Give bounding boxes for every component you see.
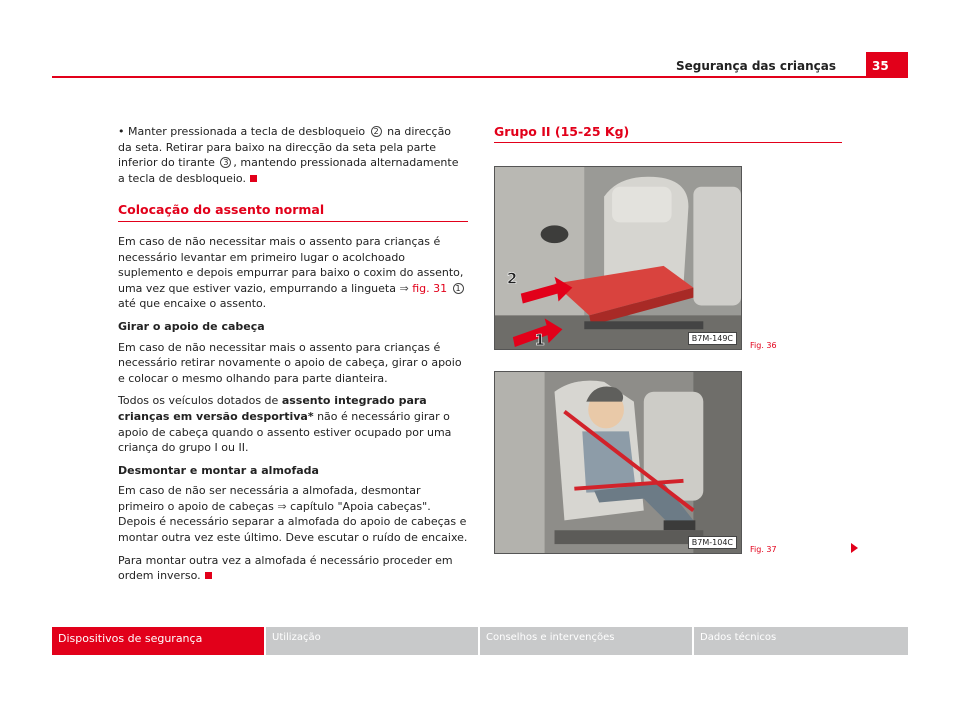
page-number: 35 [866, 52, 908, 78]
p4-text-2: capítulo "Apoia cabeças". Depois é necessário separar a almofada do apoio de cabeças e montar outra vez este último. Deve escutar o ruído de encaixe. [118, 499, 468, 545]
paragraph-refit [118, 553, 468, 584]
paragraph-normal-seat [118, 234, 468, 312]
intro-text-3: , mantendo pressionada alternadamente a tecla de desbloqueio. [118, 156, 459, 185]
section-title-normal-seat: Colocação do assento normal [118, 202, 468, 222]
p3-text-2: não é necessário girar o apoio de cabeça quando o assento estiver ocupado por uma criança do grupo I ou II. [118, 409, 452, 455]
end-mark-icon [250, 175, 257, 182]
figure-link[interactable]: fig. 31 [412, 281, 448, 295]
paragraph-cushion [118, 483, 468, 545]
section-title-group-2: Grupo II (15-25 Kg) [494, 124, 842, 143]
p3-text-1: Todos os veículos dotados de [118, 394, 279, 408]
figure-child-seated [494, 371, 742, 554]
callout-number-1: 1 [453, 283, 464, 294]
paragraph-sport-version [118, 393, 468, 455]
figure-seat-cushion [494, 166, 742, 350]
fig-label-1: 1 [534, 331, 546, 349]
reference-arrow-icon: ⇒ [277, 499, 287, 513]
seat-cushion-illustration [495, 167, 741, 349]
tab-safety-devices[interactable]: Dispositivos de segurança [52, 627, 264, 655]
footer-nav [52, 627, 908, 655]
left-column [118, 124, 468, 591]
p4-text-1: Em caso de não ser necessária a almofada, desmontar primeiro o apoio de cabeças [118, 484, 421, 513]
callout-number-3: 3 [220, 157, 231, 168]
callout-number-2: 2 [371, 126, 382, 137]
chapter-title: Segurança das crianças [675, 59, 836, 73]
tab-usage[interactable]: Utilização [266, 627, 478, 655]
continue-arrow-icon [851, 543, 858, 553]
child-seated-illustration [495, 372, 741, 553]
figure-caption: Fig. 36 [750, 341, 777, 350]
figure-code: B7M-149C [688, 332, 737, 345]
figure-caption: Fig. 37 [750, 545, 777, 554]
header-rule [52, 76, 908, 78]
p3-bold: assento integrado para crianças em versão desportiva* [118, 394, 427, 423]
p1-text-1: Em caso de não necessitar mais o assento para crianças é necessário levantar em primeiro lugar o acolchoado suplemento e depois empurrar para baixo o coxim do assento, uma vez que estiver vazio, empurrando a lingueta [118, 234, 464, 295]
end-mark-icon [205, 572, 212, 579]
fig-label-2: 2 [506, 269, 518, 288]
intro-text-2: na direcção da seta. Retirar para baixo na direcção da seta pela parte inferior do tirante [118, 125, 452, 170]
paragraph-rotate-headrest: Em caso de não necessitar mais o assento para crianças é necessário retirar novamente o apoio de cabeça, girar o apoio e colocar o mesmo olhando para parte dianteira. [118, 340, 462, 385]
intro-paragraph [118, 124, 468, 186]
figure-code: B7M-104C [688, 536, 737, 549]
tab-technical-data[interactable]: Dados técnicos [694, 627, 908, 655]
p5-text: Para montar outra vez a almofada é necessário proceder em ordem inverso. [118, 553, 453, 583]
tab-advice[interactable]: Conselhos e intervenções [480, 627, 692, 655]
reference-arrow-icon: ⇒ [399, 281, 409, 295]
intro-text-1: • Manter pressionada a tecla de desbloqueio [118, 125, 366, 138]
subheading-rotate-headrest: Girar o apoio de cabeça [118, 319, 265, 333]
p1-text-2: até que encaixe o assento. [118, 297, 267, 311]
subheading-cushion: Desmontar e montar a almofada [118, 463, 319, 477]
